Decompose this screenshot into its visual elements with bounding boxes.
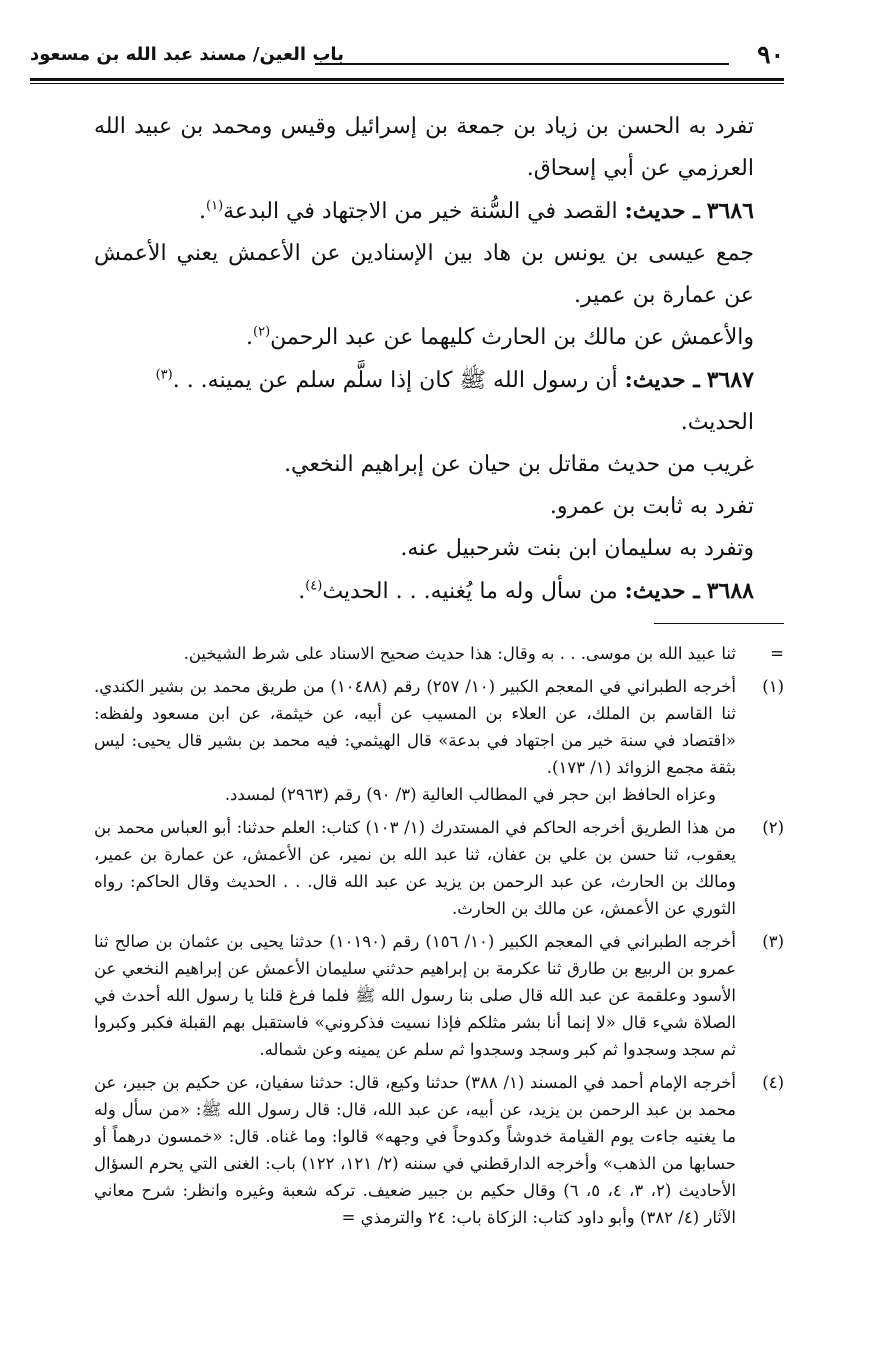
running-header [30, 40, 784, 78]
chapter-title: باب العين/ مسند عبد الله بن مسعود [30, 44, 344, 65]
paragraph [94, 317, 784, 359]
punctuation: . [298, 579, 306, 604]
paragraph-text: والأعمش عن مالك بن الحارث كليهما عن عبد الرحمن [270, 325, 754, 350]
footnote-text: ثنا عبيد الله بن موسى. . . به وقال: هذا حديث صحيح الاسناد على شرط الشيخين. [183, 644, 736, 663]
paragraph: غريب من حديث مقاتل بن حيان عن إبراهيم النخعي. [284, 452, 754, 477]
paragraph: تفرد به الحسن بن زياد بن جمعة بن إسرائيل وقيس ومحمد بن عبيد الله العرزمي عن أبي إسحاق. [94, 114, 754, 181]
footnote-ref: (٢) [253, 324, 271, 340]
footnote [94, 928, 784, 1063]
paragraph: جمع عيسى بن يونس بن هاد بين الإسنادين عن الأعمش يعني الأعمش عن عمارة بن عمير. [94, 241, 754, 308]
footnote-mark: (٤) [762, 1073, 784, 1092]
hadith-label: ـ حديث: [624, 367, 700, 393]
footnote-mark: (٣) [762, 932, 784, 951]
hadith-text: أن رسول الله ﷺ كان إذا سلَّم سلم عن يمينه. . . [172, 368, 618, 393]
footnote-ref: (١) [206, 198, 224, 214]
hadith-text: من سأل وله ما يُغنيه. . . الحديث [322, 579, 618, 604]
hadith-entry [94, 359, 784, 444]
header-divider [30, 78, 784, 81]
footnote-mark: (١) [762, 677, 784, 696]
hadith-continuation: الحديث. [680, 410, 754, 435]
footnote-text: أخرجه الطبراني في المعجم الكبير (١٠/ ١٥٦) رقم (١٠١٩٠) حدثنا يحيى بن عثمان بن صالح ثنا عمرو بن الربيع بن طارق ثنا عكرمة بن إبراهيم حدثني سليمان الأعمش عن إبراهيم النخعي عن الأسود وعلقمة عن عبد الله قال صلى بنا رسول الله ﷺ فلما فرغ قلنا يا رسول الله أحدث في الصلاة شيء قال «لا إنما أنا بشر مثلكم فإذا نسيت فذكروني» فاستقبل بهم القبلة فكبر وكبروا ثم سجد وسجدوا ثم كبر وسجد وسجدوا ثم سلم عن يمينه وعن شماله. [94, 932, 736, 1059]
hadith-number: ٣٦٨٧ [706, 367, 754, 393]
footnote-text-cont: وعزاه الحافظ ابن حجر في المطالب العالية (٣/ ٩٠) رقم (٢٩٦٣) لمسدد. [224, 785, 716, 804]
footnotes [94, 640, 784, 1237]
footnote [94, 1069, 784, 1231]
hadith-number: ٣٦٨٨ [706, 578, 754, 604]
hadith-entry [94, 190, 784, 233]
main-text [94, 106, 784, 613]
hadith-entry [94, 570, 784, 613]
footnote-text: أخرجه الطبراني في المعجم الكبير (١٠/ ٢٥٧) رقم (١٠٤٨٨) من طريق محمد بن بشير الكندي. ثنا القاسم بن الملك، عن العلاء بن المسيب عن أبيه، عن خيثمة، عن ابن مسعود ولفظه: «اقتصاد في سنة خير من اجتهاد في بدعة» قال الهيثمي: فيه محمد بن بشير قال يحيى: ليس بثقة مجمع الزوائد (١/ ١٧٣). [94, 677, 737, 777]
hadith-text: القصد في السُّنة خير من الاجتهاد في البدعة [223, 199, 618, 224]
footnote-text: أخرجه الإمام أحمد في المسند (١/ ٣٨٨) حدثنا وكيع، قال: حدثنا سفيان، عن حكيم بن جبير، عن محمد بن عبد الرحمن بن يزيد، عن أبيه، عن عبد الله، قال: قال رسول الله ﷺ: «من سأل وله ما يغنيه جاءت يوم القيامة خدوشاً وكدوحاً في وجهه» قالوا: وما غناه. قال: «خمسون درهماً أو حسابها من الذهب» وأخرجه الدارقطني في سننه (٢/ ١٢١، ١٢٢) باب: الغنى التي يحرم السؤال الأحاديث (٢، ٣، ٤، ٥، ٦) وقال حكيم بن جبير ضعيف. تركه شعبة وغيره وانظر: شرح معاني الآثار (٤/ ٣٨٢) وأبو داود كتاب: الزكاة باب: ٢٤ والترمذي = [94, 1073, 737, 1227]
footnote-ref: (٣) [155, 367, 173, 383]
paragraph: وتفرد به سليمان ابن بنت شرحبيل عنه. [400, 536, 754, 561]
footnote-text: من هذا الطريق أخرجه الحاكم في المستدرك (١/ ١٠٣) كتاب: العلم حدثنا: أبو العباس محمد بن يعقوب، ثنا حسن بن علي بن عفان، ثنا عبد الله بن نمير، عن الأعمش، عن عمارة بن عمير، ومالك بن الحارث، عن عبد الرحمن بن يزيد عن عبد الله قال. . . الحديث وقال الحاكم: رواه الثوري عن الأعمش، عن مالك بن الحارث. [94, 818, 736, 918]
footnote-ref: (٤) [305, 578, 323, 594]
paragraph: تفرد به ثابت بن عمرو. [549, 494, 754, 519]
footnote [94, 673, 784, 808]
punctuation: . [246, 325, 254, 350]
footnote-separator [94, 623, 784, 624]
footnote-mark: (٢) [762, 818, 784, 837]
footnote [94, 640, 784, 667]
footnote-mark: = [770, 644, 784, 663]
footnote [94, 814, 784, 922]
header-rule [315, 63, 729, 65]
hadith-label: ـ حديث: [624, 198, 700, 224]
hadith-number: ٣٦٨٦ [706, 198, 754, 224]
hadith-label: ـ حديث: [624, 578, 700, 604]
punctuation: . [199, 199, 206, 224]
page-number: ٩٠ [757, 40, 784, 69]
header-divider-thin [30, 83, 784, 84]
